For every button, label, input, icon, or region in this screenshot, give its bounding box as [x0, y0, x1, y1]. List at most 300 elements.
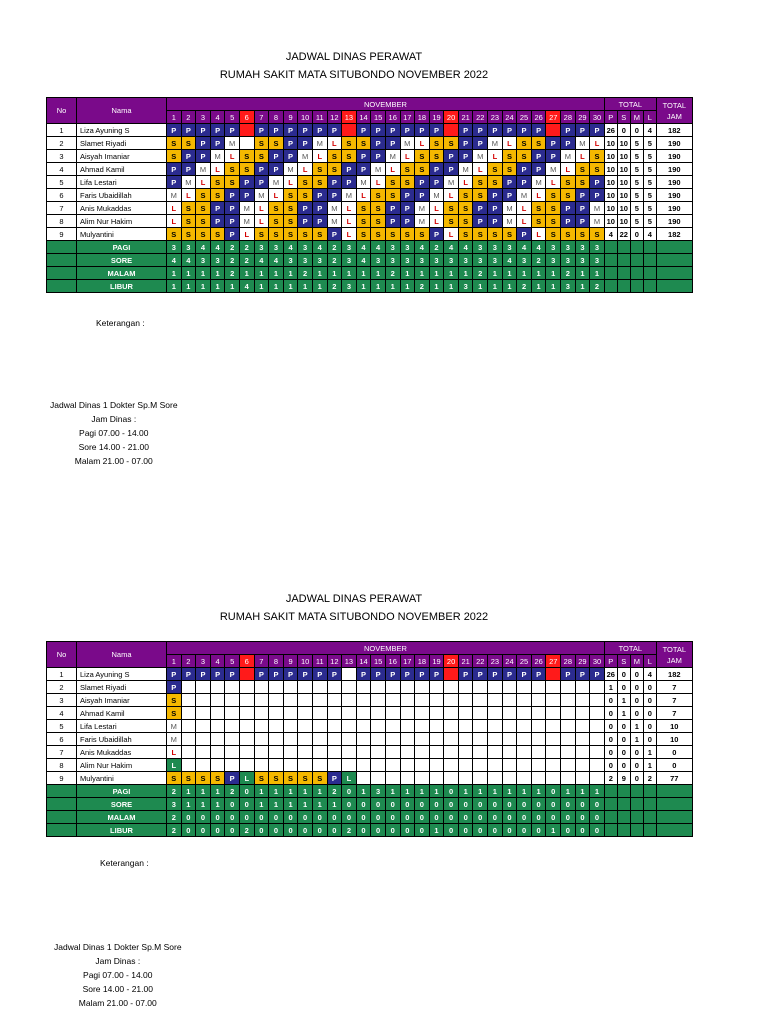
shift-cell[interactable] — [239, 681, 254, 694]
shift-cell[interactable]: P — [167, 681, 182, 694]
shift-cell[interactable]: S — [342, 137, 357, 150]
shift-cell[interactable]: P — [312, 215, 327, 228]
shift-cell[interactable]: P — [356, 150, 371, 163]
shift-cell[interactable] — [342, 694, 357, 707]
shift-cell[interactable] — [385, 733, 400, 746]
shift-cell[interactable]: P — [181, 150, 196, 163]
shift-cell[interactable] — [488, 720, 503, 733]
shift-cell[interactable] — [590, 733, 605, 746]
shift-cell[interactable]: S — [590, 228, 605, 241]
shift-cell[interactable]: S — [473, 228, 488, 241]
shift-cell[interactable]: P — [196, 124, 211, 137]
shift-cell[interactable]: P — [298, 124, 313, 137]
shift-cell[interactable]: M — [502, 202, 517, 215]
shift-cell[interactable] — [400, 746, 415, 759]
shift-cell[interactable]: P — [575, 189, 590, 202]
shift-cell[interactable]: S — [254, 772, 269, 785]
shift-cell[interactable]: P — [167, 668, 182, 681]
shift-cell[interactable] — [488, 694, 503, 707]
shift-cell[interactable]: P — [517, 668, 532, 681]
shift-cell[interactable]: P — [517, 163, 532, 176]
shift-cell[interactable] — [488, 772, 503, 785]
shift-cell[interactable]: L — [531, 189, 546, 202]
shift-cell[interactable] — [502, 694, 517, 707]
shift-cell[interactable] — [298, 720, 313, 733]
shift-cell[interactable]: S — [327, 163, 342, 176]
shift-cell[interactable] — [429, 733, 444, 746]
shift-cell[interactable]: S — [181, 772, 196, 785]
shift-cell[interactable]: P — [502, 189, 517, 202]
shift-cell[interactable]: S — [239, 150, 254, 163]
shift-cell[interactable]: S — [371, 228, 386, 241]
shift-cell[interactable] — [196, 733, 211, 746]
shift-cell[interactable] — [400, 772, 415, 785]
shift-cell[interactable]: S — [590, 163, 605, 176]
shift-cell[interactable]: P — [312, 668, 327, 681]
shift-cell[interactable] — [561, 707, 576, 720]
shift-cell[interactable] — [327, 746, 342, 759]
shift-cell[interactable] — [239, 137, 254, 150]
shift-cell[interactable]: S — [210, 189, 225, 202]
shift-cell[interactable]: L — [385, 163, 400, 176]
shift-cell[interactable]: P — [225, 124, 240, 137]
shift-cell[interactable]: S — [181, 215, 196, 228]
shift-cell[interactable]: P — [561, 215, 576, 228]
shift-cell[interactable]: P — [473, 668, 488, 681]
shift-cell[interactable] — [444, 681, 459, 694]
shift-cell[interactable] — [239, 720, 254, 733]
shift-cell[interactable]: S — [356, 202, 371, 215]
shift-cell[interactable] — [517, 759, 532, 772]
shift-cell[interactable]: L — [561, 163, 576, 176]
shift-cell[interactable] — [575, 681, 590, 694]
shift-cell[interactable] — [561, 772, 576, 785]
shift-cell[interactable] — [575, 707, 590, 720]
shift-cell[interactable] — [531, 681, 546, 694]
shift-cell[interactable] — [196, 746, 211, 759]
shift-cell[interactable]: M — [400, 137, 415, 150]
shift-cell[interactable]: P — [371, 150, 386, 163]
shift-cell[interactable] — [415, 772, 430, 785]
shift-cell[interactable]: L — [210, 163, 225, 176]
shift-cell[interactable]: P — [488, 202, 503, 215]
shift-cell[interactable]: S — [181, 137, 196, 150]
shift-cell[interactable] — [561, 733, 576, 746]
shift-cell[interactable]: S — [225, 176, 240, 189]
shift-cell[interactable]: P — [517, 228, 532, 241]
shift-cell[interactable]: P — [488, 215, 503, 228]
shift-cell[interactable] — [546, 759, 561, 772]
shift-cell[interactable]: S — [458, 228, 473, 241]
shift-cell[interactable] — [546, 733, 561, 746]
shift-cell[interactable] — [517, 694, 532, 707]
shift-cell[interactable]: P — [400, 202, 415, 215]
shift-cell[interactable]: M — [210, 150, 225, 163]
shift-cell[interactable] — [415, 746, 430, 759]
shift-cell[interactable]: M — [458, 163, 473, 176]
shift-cell[interactable] — [181, 720, 196, 733]
shift-cell[interactable]: M — [269, 176, 284, 189]
shift-cell[interactable]: P — [181, 124, 196, 137]
shift-cell[interactable] — [429, 681, 444, 694]
shift-cell[interactable]: P — [488, 668, 503, 681]
shift-cell[interactable]: S — [356, 228, 371, 241]
shift-cell[interactable]: P — [458, 137, 473, 150]
shift-cell[interactable]: M — [196, 163, 211, 176]
shift-cell[interactable]: S — [298, 176, 313, 189]
shift-cell[interactable]: L — [181, 189, 196, 202]
shift-cell[interactable] — [488, 733, 503, 746]
shift-cell[interactable] — [473, 720, 488, 733]
shift-cell[interactable]: L — [429, 202, 444, 215]
shift-cell[interactable] — [546, 694, 561, 707]
shift-cell[interactable] — [385, 746, 400, 759]
shift-cell[interactable]: P — [298, 668, 313, 681]
shift-cell[interactable]: P — [210, 137, 225, 150]
shift-cell[interactable]: S — [561, 176, 576, 189]
shift-cell[interactable]: M — [254, 189, 269, 202]
shift-cell[interactable]: S — [546, 215, 561, 228]
shift-cell[interactable] — [517, 733, 532, 746]
shift-cell[interactable] — [239, 746, 254, 759]
shift-cell[interactable] — [429, 707, 444, 720]
shift-cell[interactable]: S — [167, 228, 182, 241]
shift-cell[interactable]: P — [415, 176, 430, 189]
shift-cell[interactable]: P — [181, 163, 196, 176]
shift-cell[interactable]: S — [488, 176, 503, 189]
shift-cell[interactable]: P — [239, 189, 254, 202]
shift-cell[interactable]: P — [167, 124, 182, 137]
shift-cell[interactable] — [488, 746, 503, 759]
shift-cell[interactable] — [312, 707, 327, 720]
shift-cell[interactable]: P — [473, 124, 488, 137]
shift-cell[interactable]: P — [385, 668, 400, 681]
shift-cell[interactable] — [210, 681, 225, 694]
shift-cell[interactable]: P — [371, 137, 386, 150]
shift-cell[interactable] — [181, 707, 196, 720]
shift-cell[interactable]: L — [196, 176, 211, 189]
shift-cell[interactable] — [298, 733, 313, 746]
shift-cell[interactable] — [488, 707, 503, 720]
shift-cell[interactable] — [575, 746, 590, 759]
shift-cell[interactable]: S — [254, 228, 269, 241]
shift-cell[interactable] — [502, 707, 517, 720]
shift-cell[interactable] — [517, 720, 532, 733]
shift-cell[interactable] — [342, 681, 357, 694]
shift-cell[interactable] — [415, 733, 430, 746]
shift-cell[interactable]: P — [225, 202, 240, 215]
shift-cell[interactable]: S — [196, 215, 211, 228]
shift-cell[interactable] — [590, 746, 605, 759]
shift-cell[interactable]: S — [167, 137, 182, 150]
shift-cell[interactable] — [517, 707, 532, 720]
shift-cell[interactable]: L — [429, 215, 444, 228]
shift-cell[interactable] — [225, 707, 240, 720]
shift-cell[interactable] — [546, 772, 561, 785]
shift-cell[interactable]: S — [400, 228, 415, 241]
shift-cell[interactable]: L — [283, 176, 298, 189]
shift-cell[interactable] — [531, 759, 546, 772]
shift-cell[interactable]: P — [269, 124, 284, 137]
shift-cell[interactable] — [546, 707, 561, 720]
shift-cell[interactable] — [385, 694, 400, 707]
shift-cell[interactable] — [327, 759, 342, 772]
shift-cell[interactable]: P — [546, 137, 561, 150]
shift-cell[interactable]: S — [385, 176, 400, 189]
shift-cell[interactable] — [342, 124, 357, 137]
shift-cell[interactable]: M — [239, 215, 254, 228]
shift-cell[interactable]: P — [531, 150, 546, 163]
shift-cell[interactable]: M — [531, 176, 546, 189]
shift-cell[interactable] — [196, 759, 211, 772]
shift-cell[interactable]: S — [196, 772, 211, 785]
shift-cell[interactable] — [371, 772, 386, 785]
shift-cell[interactable]: S — [167, 150, 182, 163]
shift-cell[interactable] — [312, 720, 327, 733]
shift-cell[interactable]: S — [210, 228, 225, 241]
shift-cell[interactable] — [312, 681, 327, 694]
shift-cell[interactable]: S — [371, 189, 386, 202]
shift-cell[interactable] — [458, 759, 473, 772]
shift-cell[interactable] — [561, 720, 576, 733]
shift-cell[interactable] — [444, 668, 459, 681]
shift-cell[interactable]: S — [210, 772, 225, 785]
shift-cell[interactable] — [575, 694, 590, 707]
shift-cell[interactable]: S — [444, 137, 459, 150]
shift-cell[interactable]: M — [546, 163, 561, 176]
shift-cell[interactable]: L — [225, 150, 240, 163]
shift-cell[interactable] — [415, 720, 430, 733]
shift-cell[interactable] — [312, 733, 327, 746]
shift-cell[interactable] — [356, 746, 371, 759]
shift-cell[interactable]: P — [488, 124, 503, 137]
shift-cell[interactable] — [269, 746, 284, 759]
shift-cell[interactable]: P — [590, 189, 605, 202]
shift-cell[interactable]: M — [167, 189, 182, 202]
shift-cell[interactable]: P — [561, 668, 576, 681]
shift-cell[interactable]: S — [400, 163, 415, 176]
shift-cell[interactable]: S — [488, 163, 503, 176]
shift-cell[interactable] — [502, 720, 517, 733]
shift-cell[interactable] — [473, 733, 488, 746]
shift-cell[interactable]: P — [327, 124, 342, 137]
shift-cell[interactable] — [444, 124, 459, 137]
shift-cell[interactable]: M — [415, 202, 430, 215]
shift-cell[interactable]: P — [356, 124, 371, 137]
shift-cell[interactable] — [415, 694, 430, 707]
shift-cell[interactable] — [400, 681, 415, 694]
shift-cell[interactable]: M — [371, 163, 386, 176]
shift-cell[interactable] — [473, 746, 488, 759]
shift-cell[interactable] — [590, 772, 605, 785]
shift-cell[interactable] — [458, 681, 473, 694]
shift-cell[interactable] — [239, 668, 254, 681]
shift-cell[interactable] — [269, 681, 284, 694]
shift-cell[interactable]: S — [531, 137, 546, 150]
shift-cell[interactable] — [444, 720, 459, 733]
shift-cell[interactable]: P — [356, 668, 371, 681]
shift-cell[interactable] — [473, 759, 488, 772]
shift-cell[interactable]: P — [575, 215, 590, 228]
shift-cell[interactable]: M — [283, 163, 298, 176]
shift-cell[interactable] — [342, 746, 357, 759]
shift-cell[interactable] — [488, 681, 503, 694]
shift-cell[interactable]: M — [239, 202, 254, 215]
shift-cell[interactable]: P — [400, 668, 415, 681]
shift-cell[interactable] — [269, 759, 284, 772]
shift-cell[interactable]: S — [371, 215, 386, 228]
shift-cell[interactable]: P — [385, 137, 400, 150]
shift-cell[interactable] — [590, 681, 605, 694]
shift-cell[interactable]: M — [517, 189, 532, 202]
shift-cell[interactable] — [269, 720, 284, 733]
shift-cell[interactable]: L — [371, 176, 386, 189]
shift-cell[interactable] — [575, 759, 590, 772]
shift-cell[interactable]: L — [400, 150, 415, 163]
shift-cell[interactable]: S — [502, 150, 517, 163]
shift-cell[interactable] — [181, 681, 196, 694]
shift-cell[interactable]: P — [196, 668, 211, 681]
shift-cell[interactable]: P — [327, 176, 342, 189]
shift-cell[interactable]: M — [561, 150, 576, 163]
shift-cell[interactable] — [254, 746, 269, 759]
shift-cell[interactable] — [458, 733, 473, 746]
shift-cell[interactable]: S — [400, 176, 415, 189]
shift-cell[interactable] — [181, 759, 196, 772]
shift-cell[interactable] — [444, 694, 459, 707]
shift-cell[interactable]: S — [385, 189, 400, 202]
shift-cell[interactable]: S — [415, 150, 430, 163]
shift-cell[interactable] — [298, 759, 313, 772]
shift-cell[interactable] — [400, 733, 415, 746]
shift-cell[interactable]: P — [561, 137, 576, 150]
shift-cell[interactable] — [502, 733, 517, 746]
shift-cell[interactable]: L — [167, 215, 182, 228]
shift-cell[interactable]: L — [167, 759, 182, 772]
shift-cell[interactable]: L — [546, 176, 561, 189]
shift-cell[interactable]: S — [196, 228, 211, 241]
shift-cell[interactable] — [327, 707, 342, 720]
shift-cell[interactable]: S — [210, 176, 225, 189]
shift-cell[interactable]: P — [196, 137, 211, 150]
shift-cell[interactable]: L — [254, 215, 269, 228]
shift-cell[interactable] — [327, 681, 342, 694]
shift-cell[interactable] — [575, 720, 590, 733]
shift-cell[interactable]: M — [590, 202, 605, 215]
shift-cell[interactable]: P — [269, 163, 284, 176]
shift-cell[interactable]: S — [254, 137, 269, 150]
shift-cell[interactable]: P — [210, 124, 225, 137]
shift-cell[interactable]: S — [167, 694, 182, 707]
shift-cell[interactable]: S — [502, 228, 517, 241]
shift-cell[interactable] — [283, 694, 298, 707]
shift-cell[interactable] — [196, 681, 211, 694]
shift-cell[interactable] — [269, 694, 284, 707]
shift-cell[interactable] — [502, 759, 517, 772]
shift-cell[interactable]: P — [385, 124, 400, 137]
shift-cell[interactable]: S — [575, 163, 590, 176]
shift-cell[interactable] — [458, 746, 473, 759]
shift-cell[interactable] — [239, 707, 254, 720]
shift-cell[interactable]: P — [458, 150, 473, 163]
shift-cell[interactable] — [429, 746, 444, 759]
shift-cell[interactable]: S — [575, 176, 590, 189]
shift-cell[interactable]: P — [327, 668, 342, 681]
shift-cell[interactable]: M — [429, 189, 444, 202]
shift-cell[interactable]: P — [312, 189, 327, 202]
shift-cell[interactable]: P — [225, 772, 240, 785]
shift-cell[interactable] — [561, 681, 576, 694]
shift-cell[interactable] — [546, 668, 561, 681]
shift-cell[interactable]: M — [444, 176, 459, 189]
shift-cell[interactable]: S — [167, 772, 182, 785]
shift-cell[interactable] — [254, 733, 269, 746]
shift-cell[interactable] — [590, 720, 605, 733]
shift-cell[interactable] — [502, 681, 517, 694]
shift-cell[interactable]: S — [254, 150, 269, 163]
shift-cell[interactable] — [561, 746, 576, 759]
shift-cell[interactable] — [575, 733, 590, 746]
shift-cell[interactable]: S — [371, 202, 386, 215]
shift-cell[interactable]: P — [502, 176, 517, 189]
shift-cell[interactable]: S — [298, 228, 313, 241]
shift-cell[interactable] — [458, 772, 473, 785]
shift-cell[interactable]: S — [502, 163, 517, 176]
shift-cell[interactable]: P — [400, 215, 415, 228]
shift-cell[interactable] — [225, 720, 240, 733]
shift-cell[interactable] — [458, 694, 473, 707]
shift-cell[interactable]: P — [575, 668, 590, 681]
shift-cell[interactable]: S — [312, 163, 327, 176]
shift-cell[interactable]: M — [181, 176, 196, 189]
shift-cell[interactable]: P — [283, 124, 298, 137]
shift-cell[interactable] — [239, 759, 254, 772]
shift-cell[interactable] — [590, 694, 605, 707]
shift-cell[interactable]: P — [210, 215, 225, 228]
shift-cell[interactable]: P — [473, 215, 488, 228]
shift-cell[interactable]: M — [312, 137, 327, 150]
shift-cell[interactable] — [415, 707, 430, 720]
shift-cell[interactable] — [488, 759, 503, 772]
shift-cell[interactable]: P — [167, 163, 182, 176]
shift-cell[interactable]: M — [342, 189, 357, 202]
shift-cell[interactable]: S — [488, 228, 503, 241]
shift-cell[interactable]: L — [575, 150, 590, 163]
shift-cell[interactable]: M — [575, 137, 590, 150]
shift-cell[interactable]: S — [298, 189, 313, 202]
shift-cell[interactable]: S — [531, 202, 546, 215]
shift-cell[interactable]: P — [561, 202, 576, 215]
shift-cell[interactable] — [210, 694, 225, 707]
shift-cell[interactable] — [473, 707, 488, 720]
shift-cell[interactable]: S — [269, 137, 284, 150]
shift-cell[interactable] — [371, 707, 386, 720]
shift-cell[interactable] — [283, 759, 298, 772]
shift-cell[interactable]: P — [181, 668, 196, 681]
shift-cell[interactable]: P — [312, 124, 327, 137]
shift-cell[interactable]: S — [312, 772, 327, 785]
shift-cell[interactable]: S — [444, 215, 459, 228]
shift-cell[interactable]: P — [502, 668, 517, 681]
shift-cell[interactable]: S — [283, 228, 298, 241]
shift-cell[interactable]: P — [283, 150, 298, 163]
shift-cell[interactable]: P — [225, 215, 240, 228]
shift-cell[interactable]: L — [312, 150, 327, 163]
shift-cell[interactable]: S — [269, 202, 284, 215]
shift-cell[interactable]: L — [502, 137, 517, 150]
shift-cell[interactable]: S — [283, 215, 298, 228]
shift-cell[interactable]: P — [356, 163, 371, 176]
